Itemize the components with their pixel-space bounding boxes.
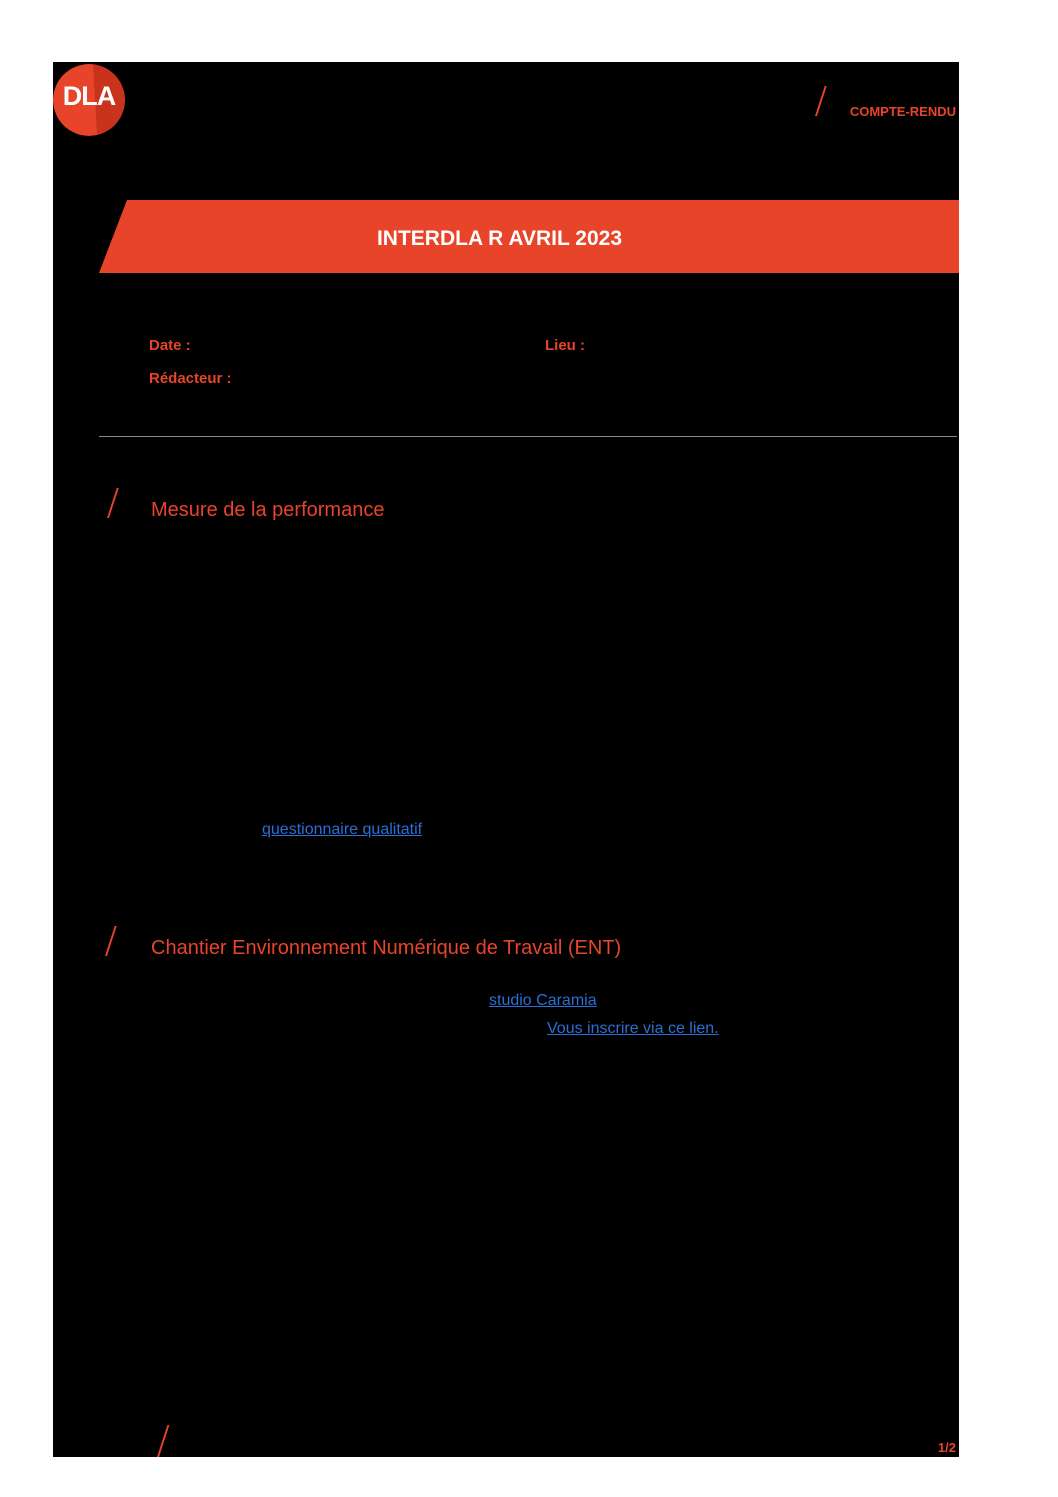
logo-text: DLA — [62, 81, 116, 111]
redacteur-label: Rédacteur : — [149, 370, 232, 387]
section-slash-icon — [105, 926, 117, 956]
date-label: Date : — [149, 337, 191, 354]
document-title: INTERDLA R AVRIL 2023 — [376, 227, 623, 250]
questionnaire-link[interactable]: questionnaire qualitatif — [262, 821, 423, 838]
lieu-label: Lieu : — [545, 337, 585, 354]
slash-divider-icon — [815, 86, 827, 116]
page-number: 1/2 — [937, 1440, 956, 1455]
section-title-performance: Mesure de la performance — [151, 499, 385, 521]
footer-slash-icon — [157, 1425, 169, 1457]
document-page — [53, 62, 959, 1457]
dla-logo — [53, 64, 125, 136]
document-type: COMPTE-RENDU — [849, 104, 956, 119]
section-slash-icon — [107, 488, 119, 518]
section-title-ent: Chantier Environnement Numérique de Travail (ENT) — [151, 937, 622, 959]
divider — [99, 436, 957, 437]
inscription-link[interactable]: Vous inscrire via ce lien. — [547, 1020, 719, 1037]
studio-caramia-link[interactable]: studio Caramia — [489, 992, 597, 1009]
